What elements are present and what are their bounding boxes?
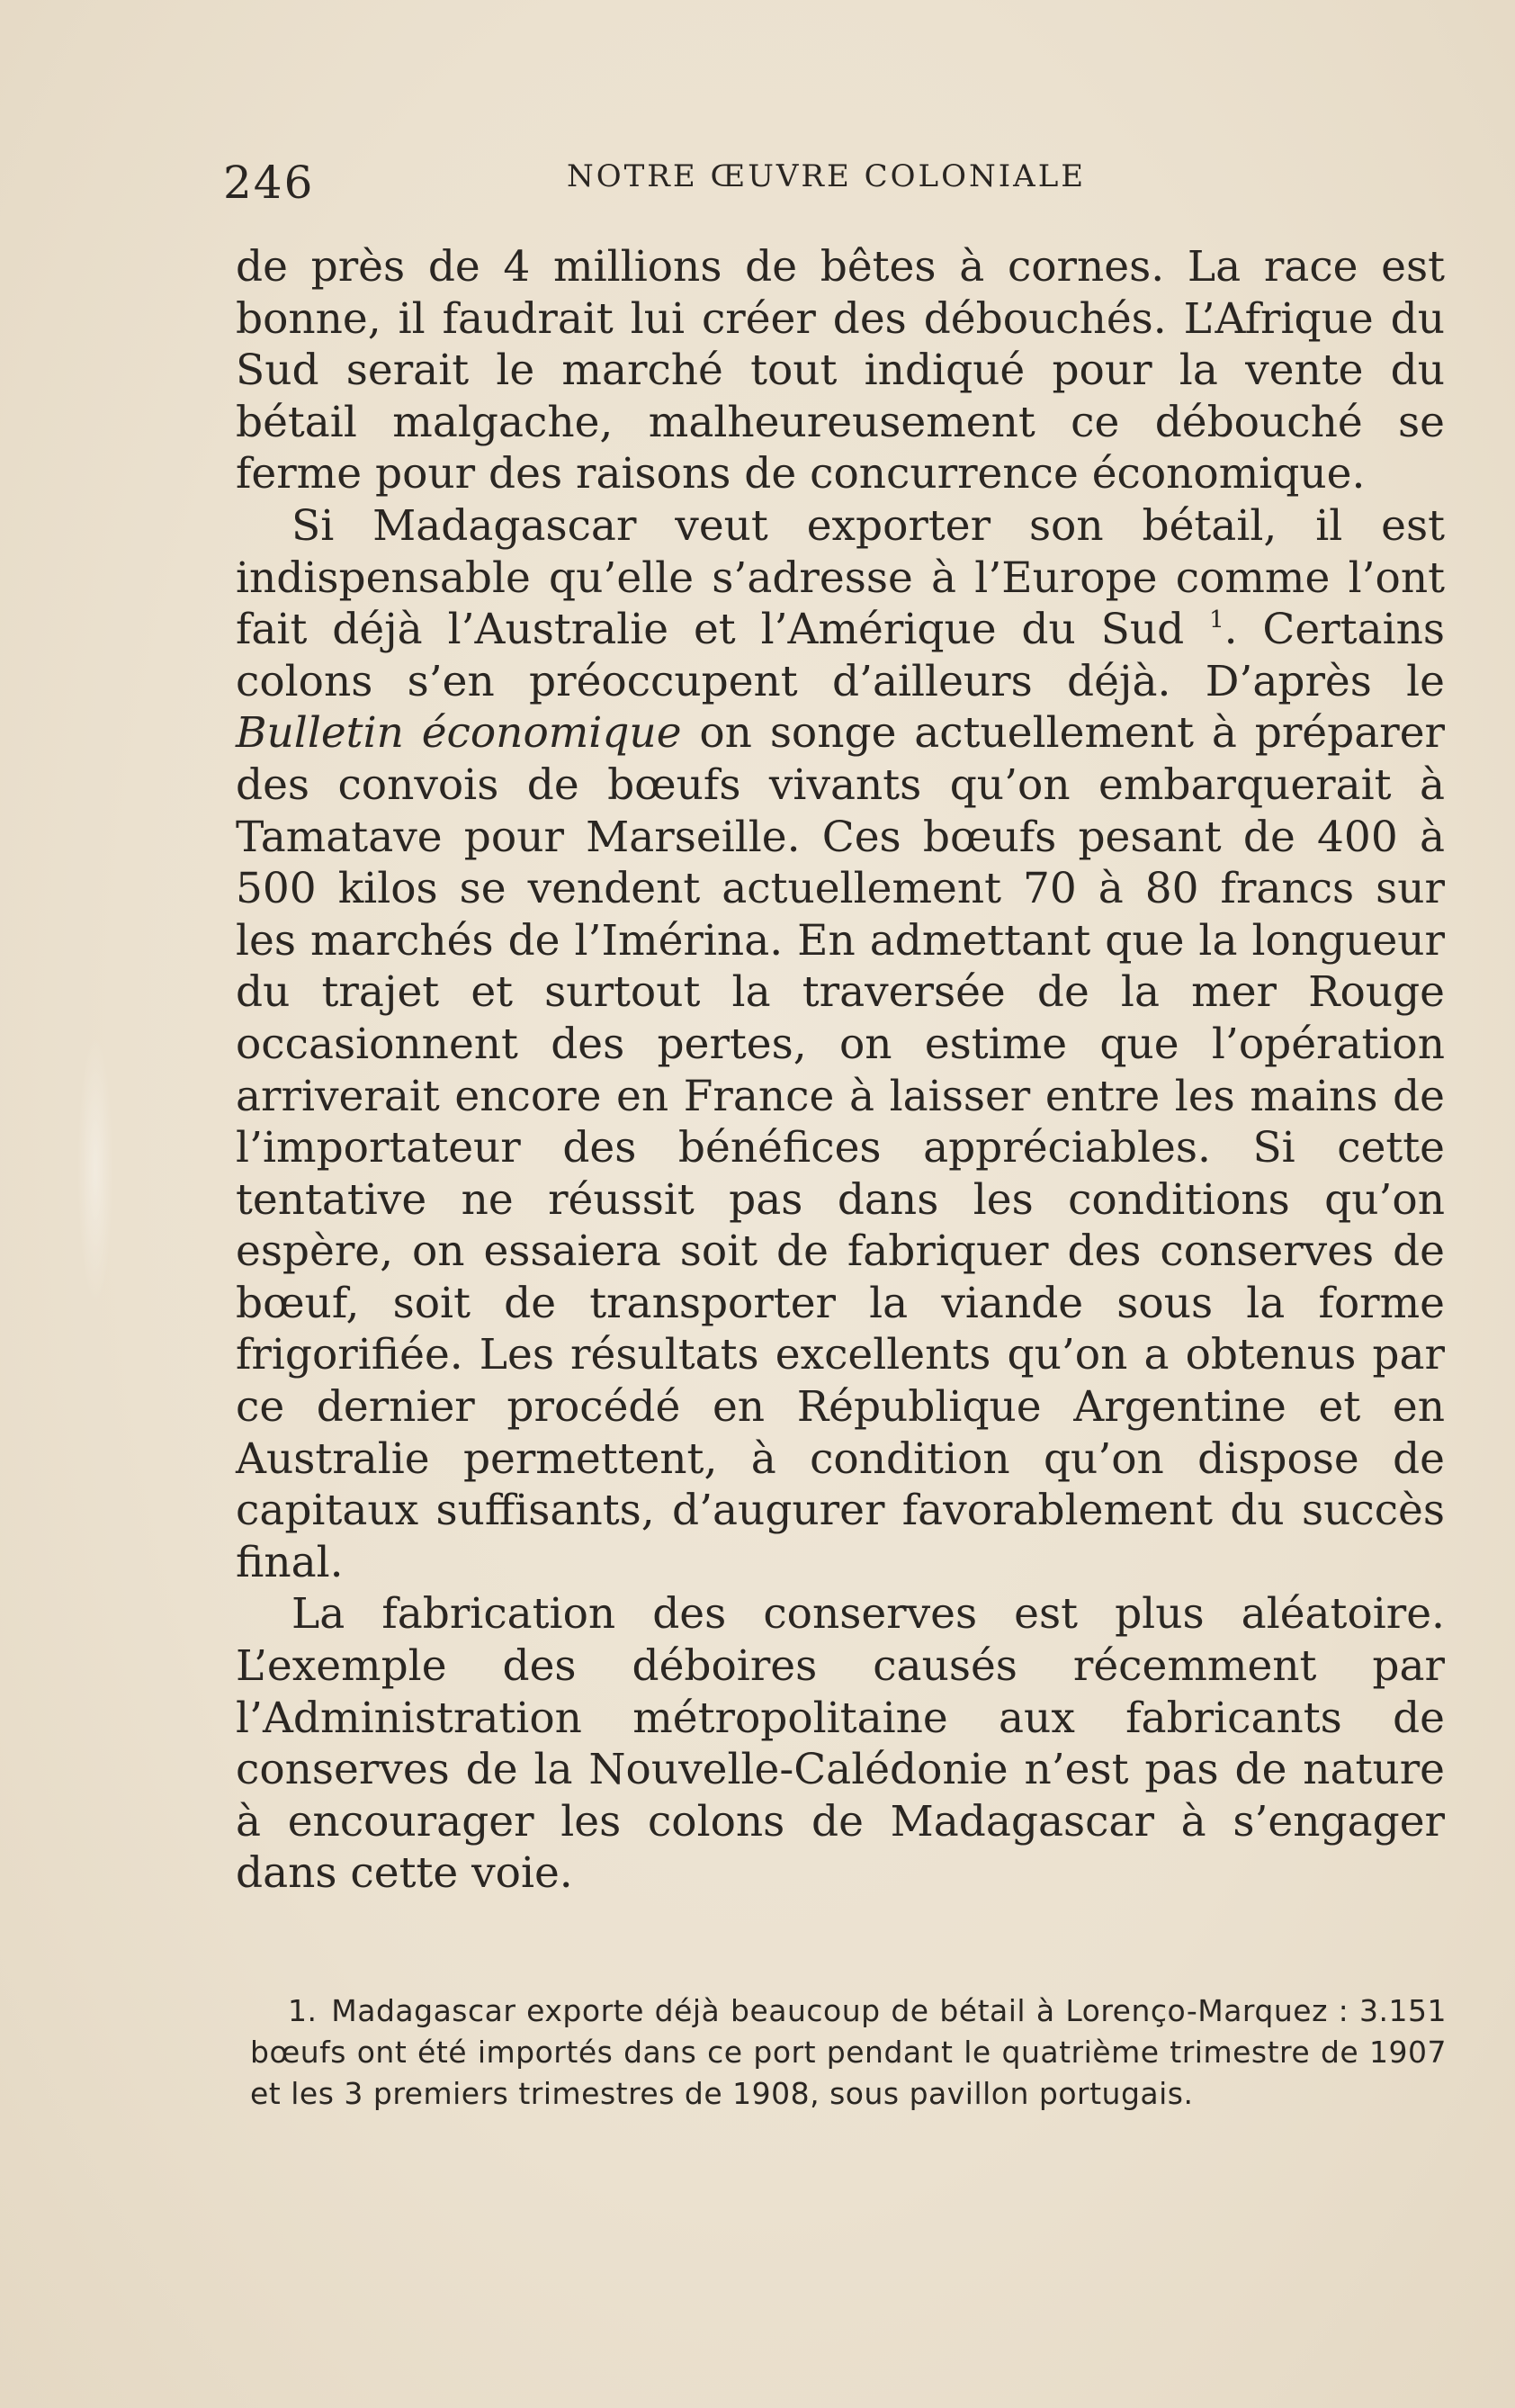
publication-title: Bulletin économique (236, 708, 682, 759)
paragraph-2-part-c: on songe actuellement à préparer des convois de bœufs vivants qu’on embarquerait à Tamatave pour Marseille. Ces bœufs pesant de 400 à 500 kilos se vendent actuellement 70 à 80 francs sur les marchés de l’Imérina. En admettant que la longueur du trajet et surtout la traversée de la mer Rouge occasionnent des pertes, on estime que l’opération arriverait encore en France à laisser entre les mains de l’importateur des bénéfices appréciables. Si cette tentative ne réussit pas dans les conditions qu’on espère, on essaiera soit de fabriquer des conserves de bœuf, soit de transporter la viande sous la forme frigorifiée. Les résultats excellents qu’on a obtenus par ce dernier procédé en République Argentine et en Australie permettent, à condition qu’on dispose de capitaux suffisants, d’augurer favorablement du succès final. (236, 708, 1445, 1587)
paragraph-1: de près de 4 millions de bêtes à cornes. La race est bonne, il faudrait lui créer des débouchés. L’Afrique du Sud serait le marché tout indiqué pour la vente du bétail malgache, malheureusement ce débouché se ferme pour des raisons de concurrence économique. (236, 242, 1445, 499)
footnote-text: Madagascar exporte déjà beaucoup de bétail à Lorenço-Marquez : 3.151 bœufs ont été importés dans ce port pendant le quatrième trimestre de 1907 et les 3 premiers trimestres de 1908, sous pavillon portugais. (250, 1993, 1447, 2111)
footnote-reference[interactable]: 1 (1209, 606, 1224, 634)
page-header (223, 151, 1447, 209)
paragraph-2 (236, 500, 1445, 1588)
running-head: NOTRE ŒUVRE COLONIALE (567, 158, 1087, 194)
paragraph-2-part-a: Si Madagascar veut exporter son bétail, il est indispensable qu’elle s’adresse à l’Europe comme l’ont fait déjà l’Australie et l’Amérique du Sud (236, 500, 1445, 655)
body-text (236, 241, 1445, 1900)
paragraph-2-part-b: . Certains colons s’en préoccupent d’ailleurs déjà. D’après le (236, 605, 1445, 706)
footnote-number: 1. (288, 1993, 318, 2028)
paper-blemish (77, 1035, 113, 1305)
page-number: 246 (223, 157, 315, 209)
footnote (250, 1990, 1447, 2115)
paragraph-3: La fabrication des conserves est plus aléatoire. L’exemple des déboires causés récemment par l’Administration métropolitaine aux fabricants de conserves de la Nouvelle-Calédonie n’est pas de nature à encourager les colons de Madagascar à s’engager dans cette voie. (236, 1589, 1445, 1899)
